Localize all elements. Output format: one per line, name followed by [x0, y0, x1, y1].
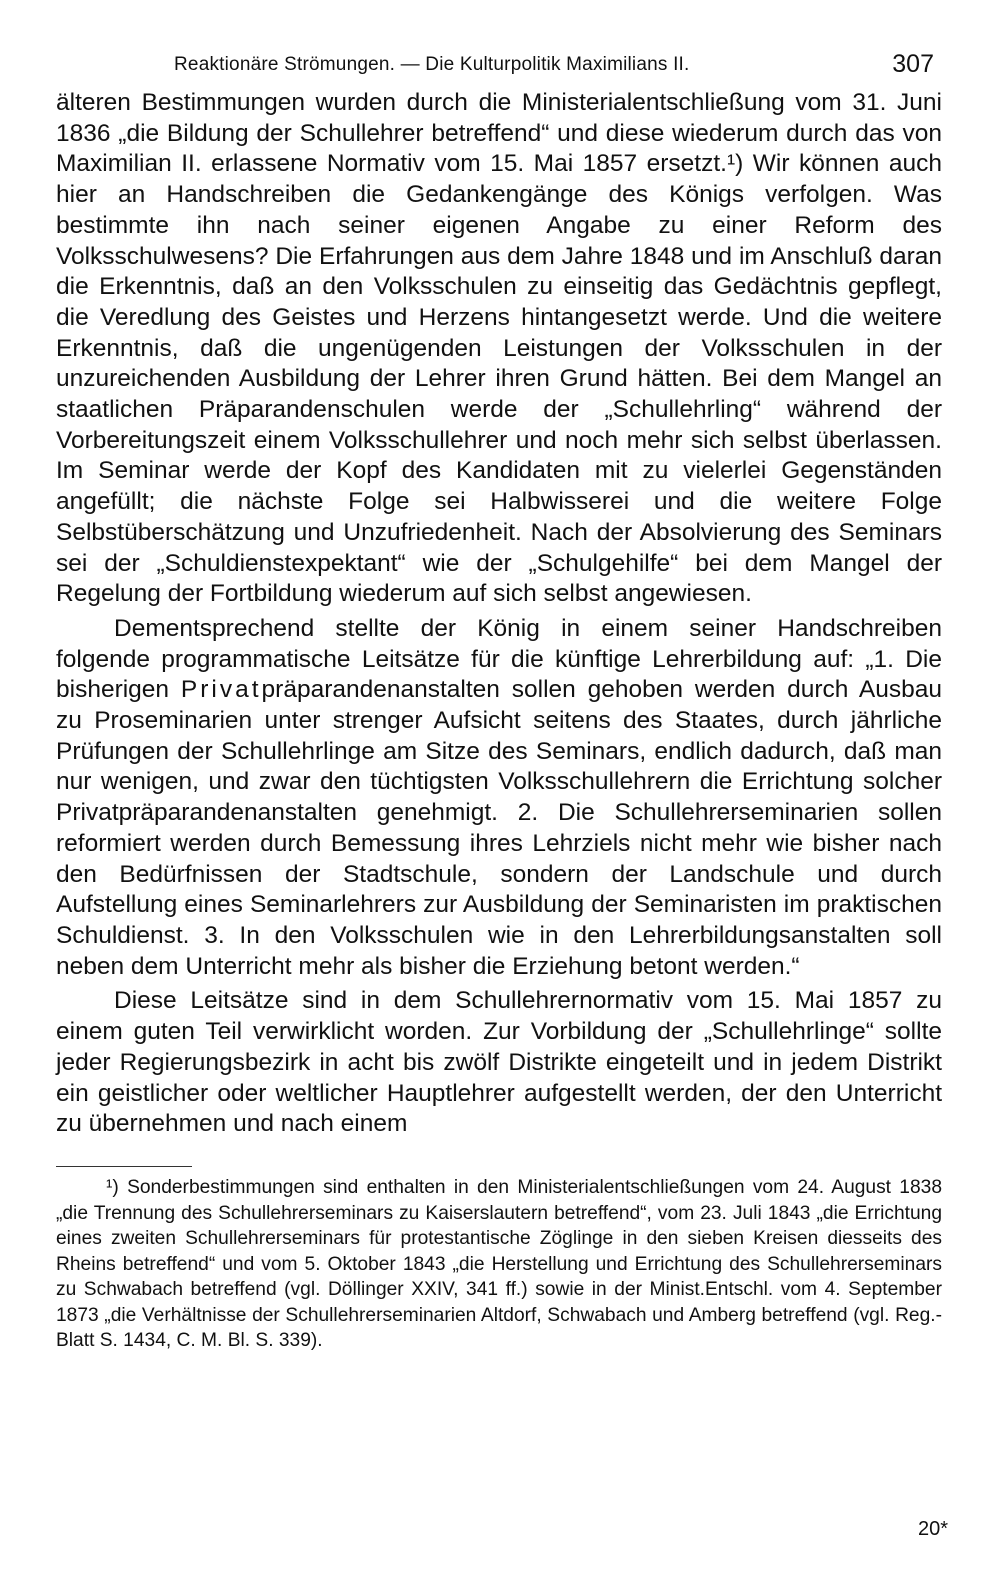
- paragraph-2: [56, 614, 942, 982]
- body-text: [56, 88, 942, 1140]
- running-head: Reaktionäre Strömungen. — Die Kulturpolitik Maximilians II.: [174, 54, 690, 75]
- emphasis-privat: Privat: [180, 676, 262, 704]
- signature-mark: 20*: [917, 1518, 948, 1540]
- page: [56, 48, 942, 1354]
- footnote-1: ¹) Sonderbestimmungen sind enthalten in den Ministerialentschließungen vom 24. August 1838 „die Trennung des Schullehrerseminars zu Kaiserslautern betreffend“, vom 23. Juli 1843 „die Errichtung eines zweiten Schullehrerseminars für protestantische Zöglinge in den sieben Kreisen diesseits des Rheins betreffend“ und vom 5. Oktober 1843 „die Herstellung und Errichtung des Schullehrerseminars zu Schwabach betreffend (vgl. Döllinger XXIV, 341 ff.) sowie in der Minist.Entschl. vom 4. September 1873 „die Verhältnisse der Schullehrerseminarien Altdorf, Schwabach und Amberg betreffend (vgl. Reg.-Blatt S. 1434, C. M. Bl. S. 339).: [56, 1176, 942, 1352]
- footnote-divider: [56, 1166, 192, 1167]
- paragraph-1: älteren Bestimmungen wurden durch die Ministerialentschließung vom 31. Juni 1836 „die Bildung der Schullehrer betreffend“ und diese wiederum durch das von Maximilian II. erlassene Normativ vom 15. Mai 1857 ersetzt.¹) Wir können auch hier an Handschreiben die Gedankengänge des Königs verfolgen. Was bestimmte ihn nach seiner eigenen Angabe zu einer Reform des Volksschulwesens? Die Erfahrungen aus dem Jahre 1848 und im Anschluß daran die Erkenntnis, daß an den Volksschulen zu einseitig das Gedächtnis gepflegt, die Veredlung des Geistes und Herzens hintangesetzt werde. Und die weitere Erkenntnis, daß die ungenügenden Leistungen der Volksschulen in der unzureichenden Ausbildung der Lehrer ihren Grund hätten. Bei dem Mangel an staatlichen Präparandenschulen werde der „Schullehrling“ während der Vorbereitungszeit einem Volksschullehrer und noch mehr sich selbst überlassen. Im Seminar werde der Kopf des Kandidaten mit zu vielerlei Gegenständen angefüllt; die nächste Folge sei Halbwisserei und die weitere Folge Selbstüberschätzung und Unzufriedenheit. Nach der Absolvierung des Seminars sei der „Schuldienstexpektant“ wie der „Schulgehilfe“ bei dem Mangel der Regelung der Fortbildung wiederum auf sich selbst angewiesen.: [56, 89, 942, 608]
- page-number: 307: [892, 50, 934, 78]
- page-header: [174, 48, 942, 88]
- paragraph-2-rest: präparandenanstalten sollen gehoben werden durch Ausbau zu Proseminarien unter strenger Aufsicht seitens des Staates, durch jährliche Prüfungen der Schullehrlinge am Sitze des Seminars, endlich dadurch, daß man nur wenigen, und zwar den tüchtigsten Volksschullehrern die Errichtung solcher Privatpräparandenanstalten genehmigt. 2. Die Schullehrerseminarien sollen reformiert werden durch Bemessung ihres Lehrziels nicht mehr wie bisher nach den Bedürfnissen der Stadtschule, sondern der Landschule und durch Aufstellung eines Seminarlehrers zur Ausbildung der Seminaristen im praktischen Schuldienst. 3. In den Volksschulen wie in den Lehrerbildungsanstalten soll neben dem Unterricht mehr als bisher die Erziehung betont werden.“: [56, 676, 942, 980]
- paragraph-2-start: Dementsprechend stellte der König in einem seiner Handschreiben folgende programmatische Leitsätze für die künftige Lehrerbildung auf: „1. Die bisherigen: [56, 614, 942, 704]
- paragraph-3: Diese Leitsätze sind in dem Schullehrernormativ vom 15. Mai 1857 zu einem guten Teil verwirklicht worden. Zur Vorbildung der „Schullehrlinge“ sollte jeder Regierungsbezirk in acht bis zwölf Distrikte eingeteilt und in jedem Distrikt ein geistlicher oder weltlicher Hauptlehrer aufgestellt werden, der den Unterricht zu übernehmen und nach einem: [56, 987, 942, 1138]
